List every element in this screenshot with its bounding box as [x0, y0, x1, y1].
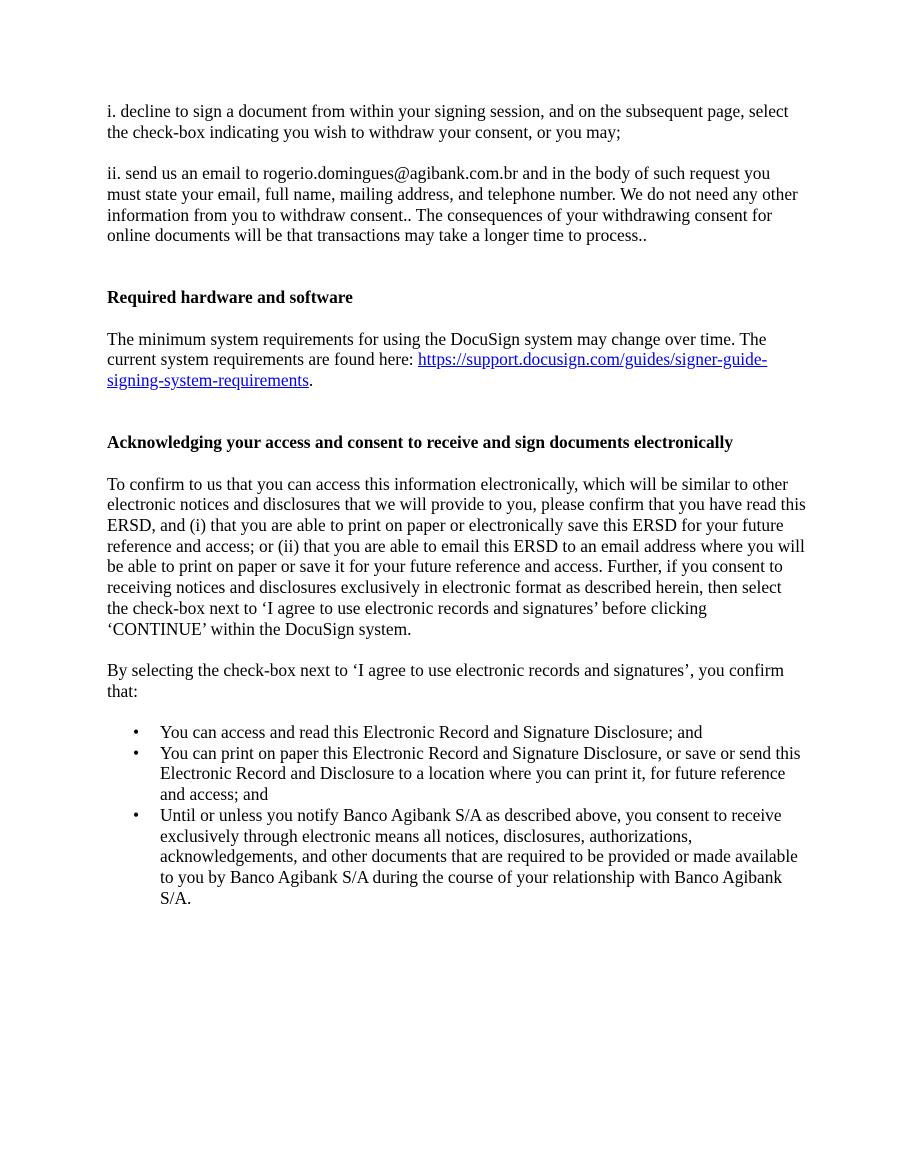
hardware-text: The minimum system requirements for using the DocuSign system may change over time. The current system requirements are found here: — [107, 328, 767, 370]
list-item — [107, 722, 807, 743]
bullet-icon: • — [133, 721, 140, 742]
hardware-text-end: . — [308, 370, 314, 391]
acknowledge-paragraph-2: By selecting the check-box next to ‘I agree to use electronic records and signatures’, you confirm that: — [107, 659, 785, 701]
acknowledge-heading: Acknowledging your access and consent to receive and sign documents electronically — [107, 432, 734, 453]
requirements-link[interactable]: https://support.docusign.com/guides/signer-guide-signing-system-requirements — [107, 349, 768, 391]
document-page — [107, 101, 807, 908]
list-item-text: You can print on paper this Electronic Record and Signature Disclosure, or save or send this Electronic Record and Disclosure to a location where you can print it, for future reference and access; and — [160, 742, 801, 805]
withdraw-option-i: i. decline to sign a document from within your signing session, and on the subsequent page, select the check-box indicating you wish to withdraw your consent, or you may; — [107, 101, 789, 142]
hardware-paragraph — [107, 329, 807, 391]
bullet-icon: • — [133, 804, 140, 825]
list-item-text: Until or unless you notify Banco Agibank S/A as described above, you consent to receive exclusively through electronic means all notices, disclosures, authorizations, acknowledgements, and other documents that are required to be provided or made available to you by Banco Agibank S/A during the course of your relationship with Banco Agibank S/A. — [160, 804, 798, 908]
list-item-text: You can access and read this Electronic Record and Signature Disclosure; and — [160, 721, 703, 742]
acknowledge-paragraph-1: To confirm to us that you can access this information electronically, which will be similar to other electronic notices and disclosures that we will provide to you, please confirm that you have read this ERSD, and (i) that you are able to print on paper or electronically save this ERSD for your future reference and access; or (ii) that you are able to email this ERSD to an email address where you will be able to print on paper or save it for your future reference and access. Further, if you consent to receiving notices and disclosures exclusively in electronic format as described herein, then select the check-box next to ‘I agree to use electronic records and signatures’ before clicking ‘CONTINUE’ within the DocuSign system. — [107, 473, 806, 639]
hardware-heading: Required hardware and software — [107, 287, 353, 308]
list-item — [107, 805, 807, 909]
bullet-icon: • — [133, 742, 140, 763]
list-item — [107, 743, 807, 805]
withdraw-option-ii: ii. send us an email to rogerio.domingues@agibank.com.br and in the body of such request you must state your email, full name, mailing address, and telephone number. We do not need any other information from you to withdraw consent.. The consequences of your withdrawing consent for online documents will be that transactions may take a longer time to process.. — [107, 163, 798, 246]
confirmation-list — [107, 722, 807, 908]
